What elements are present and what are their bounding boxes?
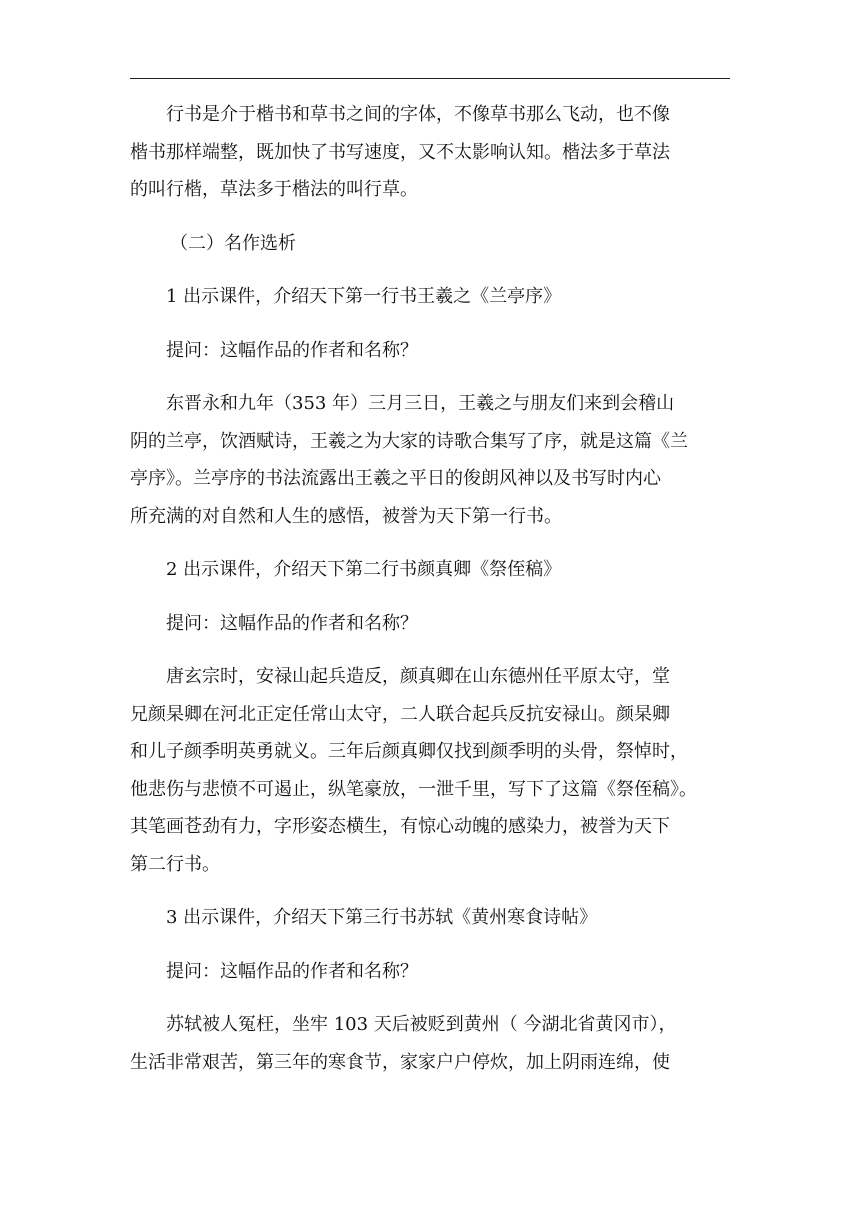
section-heading-masterpieces	[130, 225, 730, 263]
paragraph-hanshitie	[130, 1006, 730, 1081]
header-rule	[130, 78, 730, 79]
text-line: 所充满的对自然和人生的感悟，被誉为天下第一行书。	[130, 505, 562, 527]
text-line: 3 出示课件，介绍天下第三行书苏轼《黄州寒食诗帖》	[166, 907, 598, 928]
text-line: 行书是介于楷书和草书之间的字体，不像草书那么飞动，也不像	[166, 104, 670, 125]
paragraph-question-1	[130, 332, 730, 370]
text-line: 唐玄宗时，安禄山起兵造反，颜真卿在山东德州任平原太守，堂	[166, 666, 670, 687]
paragraph-xingshu-intro	[130, 96, 730, 209]
text-line: 苏轼被人冤枉，坐牢 103 天后被贬到黄州（ 今湖北省黄冈市），	[166, 1014, 677, 1035]
text-line: 的叫行楷，草法多于楷法的叫行草。	[130, 179, 418, 200]
paragraph-item-2	[130, 551, 730, 589]
text-line: 亭序》。兰亭序的书法流露出王羲之平日的俊朗风神以及书写时内心	[130, 468, 661, 489]
text-line: 楷书那样端整，既加快了书写速度，又不太影响认知。楷法多于草法	[130, 141, 670, 163]
paragraph-jizhigao	[130, 658, 730, 883]
text-line: 第二行书。	[130, 853, 220, 875]
text-line: 提问：这幅作品的作者和名称？	[166, 960, 418, 982]
text-line: 和儿子颜季明英勇就义。三年后颜真卿仅找到颜季明的头骨，祭悼时，	[130, 741, 688, 762]
text-line: （二）名作选析	[170, 232, 296, 254]
text-line: 提问：这幅作品的作者和名称？	[166, 339, 418, 361]
text-line: 兄颜杲卿在河北正定任常山太守，二人联合起兵反抗安禄山。颜杲卿	[130, 703, 670, 725]
text-line: 1 出示课件，介绍天下第一行书王羲之《兰亭序》	[166, 286, 562, 307]
text-line: 生活非常艰苦，第三年的寒食节，家家户户停炊，加上阴雨连绵，使	[130, 1051, 670, 1073]
text-line: 东晋永和九年（353 年）三月三日，王羲之与朋友们来到会稽山	[166, 393, 675, 414]
text-line: 2 出示课件，介绍天下第二行书颜真卿《祭侄稿》	[166, 559, 562, 580]
text-line: 他悲伤与悲愤不可遏止，纵笔豪放，一泄千里，写下了这篇《祭侄稿》。	[130, 778, 697, 800]
paragraph-item-3	[130, 899, 730, 937]
text-line: 其笔画苍劲有力，字形姿态横生，有惊心动魄的感染力，被誉为天下	[130, 816, 670, 837]
paragraph-lantingxu	[130, 385, 730, 535]
paragraph-item-1	[130, 278, 730, 316]
paragraph-question-3	[130, 953, 730, 991]
document-body	[130, 96, 730, 1081]
text-line: 提问：这幅作品的作者和名称？	[166, 612, 418, 634]
text-line: 阴的兰亭，饮酒赋诗，王羲之为大家的诗歌合集写了序，就是这篇《兰	[130, 430, 688, 452]
paragraph-question-2	[130, 605, 730, 643]
